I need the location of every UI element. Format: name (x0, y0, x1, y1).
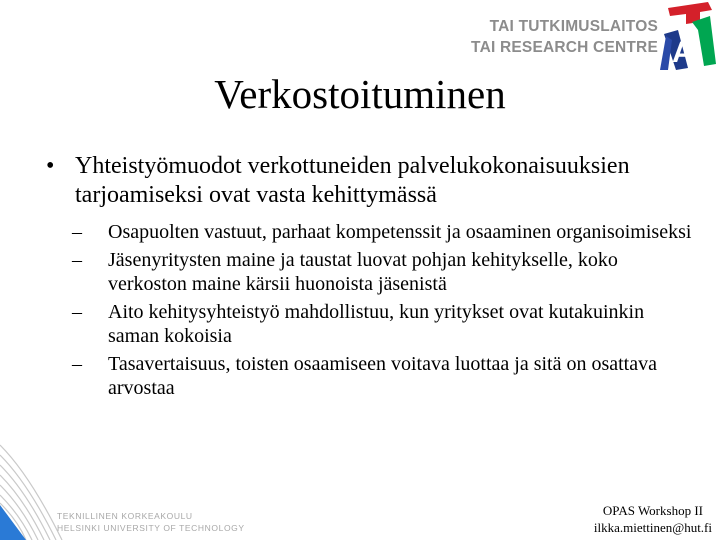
sub-bullet (72, 220, 696, 244)
sub-bullet-text: Aito kehitysyhteistyö mahdollistuu, kun yritykset ovat kutakuinkin saman kokoisia (108, 301, 645, 347)
sub-bullet-text: Jäsenyritysten maine ja taustat luovat pohjan kehitykselle, koko verkoston maine kärsii huonoista jäsenistä (108, 249, 618, 295)
sub-bullet (72, 300, 696, 348)
university-name-english: HELSINKI UNIVERSITY OF TECHNOLOGY (57, 523, 245, 533)
header-organization (471, 16, 658, 58)
sub-bullet-text: Osapuolten vastuut, parhaat kompetenssit ja osaaminen organisoimiseksi (108, 221, 692, 243)
event-name: OPAS Workshop II (602, 503, 703, 518)
bullet-level-1 (46, 152, 696, 210)
organization-name-english: TAI RESEARCH CENTRE (471, 39, 658, 56)
footer-info (594, 502, 712, 536)
sub-bullet (72, 352, 696, 400)
bullet-text: Yhteistyömuodot verkottuneiden palvelukokonaisuuksien tarjoamiseksi ovat vasta kehittymässä (75, 153, 630, 208)
tai-logo-icon (658, 0, 720, 72)
dash-marker: – (72, 249, 82, 271)
university-name-finnish: TEKNILLINEN KORKEAKOULU (57, 511, 193, 521)
organization-name-finnish: TAI TUTKIMUSLAITOS (489, 18, 658, 35)
slide-content (46, 152, 696, 404)
bullet-marker: • (46, 153, 55, 179)
university-name (57, 510, 245, 534)
sub-bullet-text: Tasavertaisuus, toisten osaamiseen voitava luottaa ja sitä on osattava arvostaa (108, 353, 657, 399)
sub-bullet-list (46, 220, 696, 400)
dash-marker: – (72, 301, 82, 323)
dash-marker: – (72, 353, 82, 375)
dash-marker: – (72, 221, 82, 243)
slide-title: Verkostoituminen (214, 71, 506, 117)
svg-text:A: A (672, 36, 694, 69)
author-email: ilkka.miettinen@hut.fi (593, 520, 712, 535)
sub-bullet (72, 248, 696, 296)
